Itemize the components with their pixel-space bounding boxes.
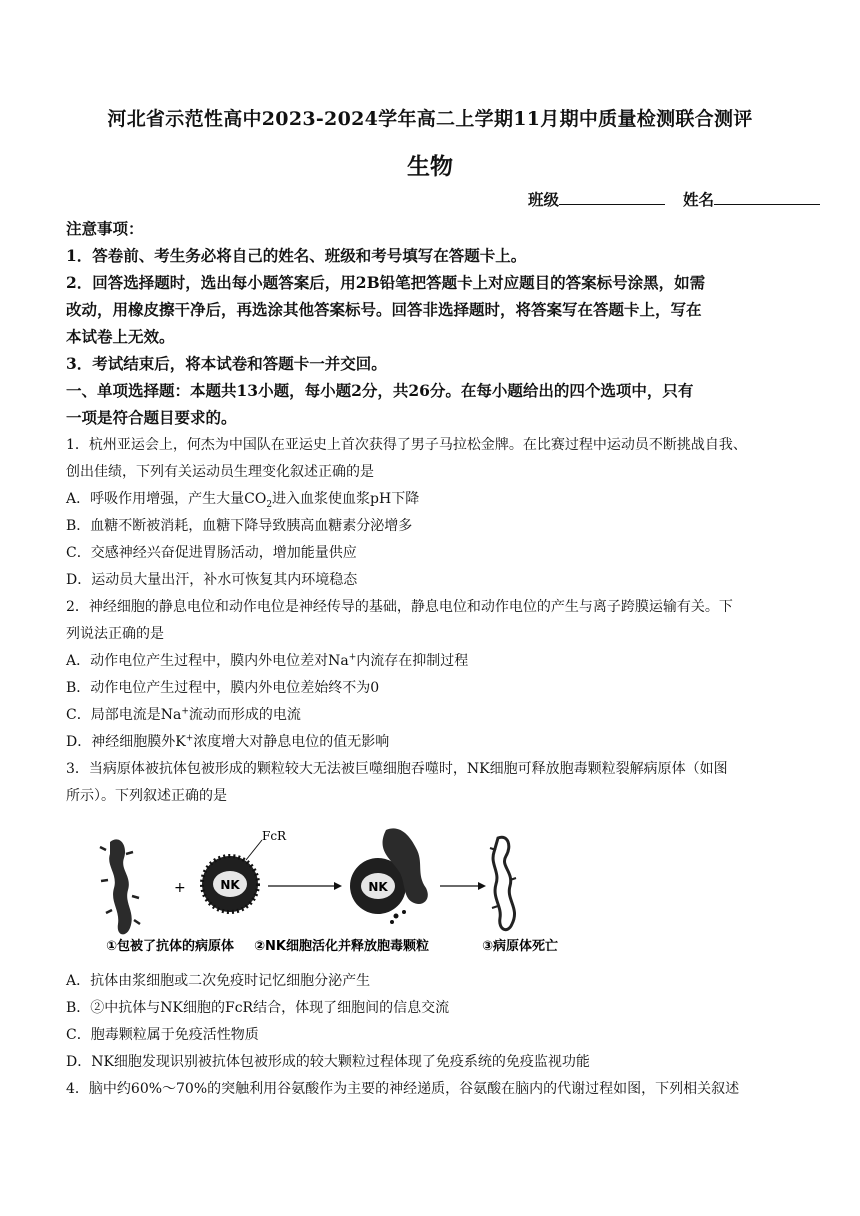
question-stem: 所示）。下列叙述正确的是 — [66, 788, 227, 804]
name-label: 姓名 — [682, 190, 714, 209]
notice-item: 3．考试结束后，将本试卷和答题卡一并交回。 — [66, 354, 387, 373]
nk-cell-icon — [202, 856, 258, 912]
notice-item: 改动，用橡皮擦干净后，再选涂其他答案标号。回答非选择题时，将答案写在答题卡上，写在 — [66, 300, 702, 319]
option-c: C．胞毒颗粒属于免疫活性物质 — [66, 1027, 259, 1043]
section-heading: 一、单项选择题：本题共13小题，每小题2分，共26分。在每小题给出的四个选项中，只有 — [66, 381, 694, 400]
class-blank — [559, 190, 665, 205]
name-blank — [714, 190, 820, 205]
arrow-icon — [268, 882, 342, 890]
option-a — [66, 488, 419, 510]
plus-sign: + — [174, 880, 186, 896]
nk-label: NK — [220, 878, 240, 892]
option-d: D．运动员大量出汗，补水可恢复其内环境稳态 — [66, 572, 358, 588]
option-b: B．②中抗体与NK细胞的FcR结合，体现了细胞间的信息交流 — [66, 1000, 450, 1016]
figure-caption-2: ②NK细胞活化并释放胞毒颗粒 — [254, 939, 429, 954]
question-stem: 列说法正确的是 — [66, 626, 164, 642]
fcr-label: FcR — [262, 829, 287, 843]
option-d — [66, 731, 389, 751]
option-text: 进入血浆使血浆pH下降 — [272, 491, 420, 507]
question-stem: 创出佳绩，下列有关运动员生理变化叙述正确的是 — [66, 464, 374, 480]
class-name-row — [528, 188, 820, 210]
option-text: D．神经细胞膜外K — [66, 734, 186, 750]
subject-title: 生物 — [407, 153, 453, 180]
activated-nk-cell-icon — [350, 828, 428, 924]
question-stem: 2．神经细胞的静息电位和动作电位是神经传导的基础，静息电位和动作电位的产生与离子跨膜运输有关。下 — [66, 599, 733, 615]
arrow-icon — [440, 882, 486, 890]
exam-title: 河北省示范性高中2023-2024学年高二上学期11月期中质量检测联合测评 — [107, 108, 753, 130]
class-label: 班级 — [527, 190, 559, 209]
option-a — [66, 650, 468, 670]
nk-label: NK — [368, 880, 388, 894]
notice-item: 本试卷上无效。 — [66, 327, 175, 346]
option-text: A．动作电位产生过程中，膜内外电位差对Na — [66, 653, 349, 669]
option-c: C．交感神经兴奋促进胃肠活动，增加能量供应 — [66, 545, 357, 561]
notice-heading: 注意事项： — [66, 219, 144, 238]
option-text: 浓度增大对静息电位的值无影响 — [193, 734, 390, 750]
question-stem: 4．脑中约60%～70%的突触利用谷氨酸作为主要的神经递质，谷氨酸在脑内的代谢过程如图，下列相关叙述 — [66, 1081, 740, 1097]
option-b: B．血糖不断被消耗，血糖下降导致胰高血糖素分泌增多 — [66, 518, 413, 534]
subscript: 2 — [266, 499, 273, 510]
question-stem: 3．当病原体被抗体包被形成的颗粒较大无法被巨噬细胞吞噬时，NK细胞可释放胞毒颗粒裂解病原体（如图 — [66, 761, 728, 777]
nk-cell-figure — [96, 810, 596, 960]
figure-caption-3: ③病原体死亡 — [482, 939, 559, 954]
dead-pathogen-icon — [490, 837, 516, 929]
section-heading: 一项是符合题目要求的。 — [66, 408, 237, 427]
option-text: 流动而形成的电流 — [188, 707, 301, 723]
option-d: D．NK细胞发现识别被抗体包被形成的较大颗粒过程体现了免疫系统的免疫监视功能 — [66, 1054, 590, 1070]
option-text: C．局部电流是Na — [66, 707, 182, 723]
option-c — [66, 704, 301, 724]
coated-pathogen-icon — [100, 839, 140, 934]
question-stem: 1．杭州亚运会上，何杰为中国队在亚运史上首次获得了男子马拉松金牌。在比赛过程中运动员不断挑战自我、 — [66, 437, 747, 453]
option-text: A．呼吸作用增强，产生大量CO — [66, 491, 267, 507]
superscript: + — [185, 733, 194, 744]
superscript: + — [348, 652, 357, 663]
option-a: A．抗体由浆细胞或二次免疫时记忆细胞分泌产生 — [66, 973, 371, 989]
figure-caption-1: ①包被了抗体的病原体 — [106, 939, 235, 954]
option-text: 内流存在抑制过程 — [356, 653, 469, 669]
option-b: B．动作电位产生过程中，膜内外电位差始终不为0 — [66, 680, 380, 696]
superscript: + — [181, 706, 189, 717]
notice-item: 2．回答选择题时，选出每小题答案后，用2B铅笔把答题卡上对应题目的答案标号涂黑，如需 — [66, 273, 706, 292]
notice-item: 1．答卷前、考生务必将自己的姓名、班级和考号填写在答题卡上。 — [66, 246, 527, 265]
